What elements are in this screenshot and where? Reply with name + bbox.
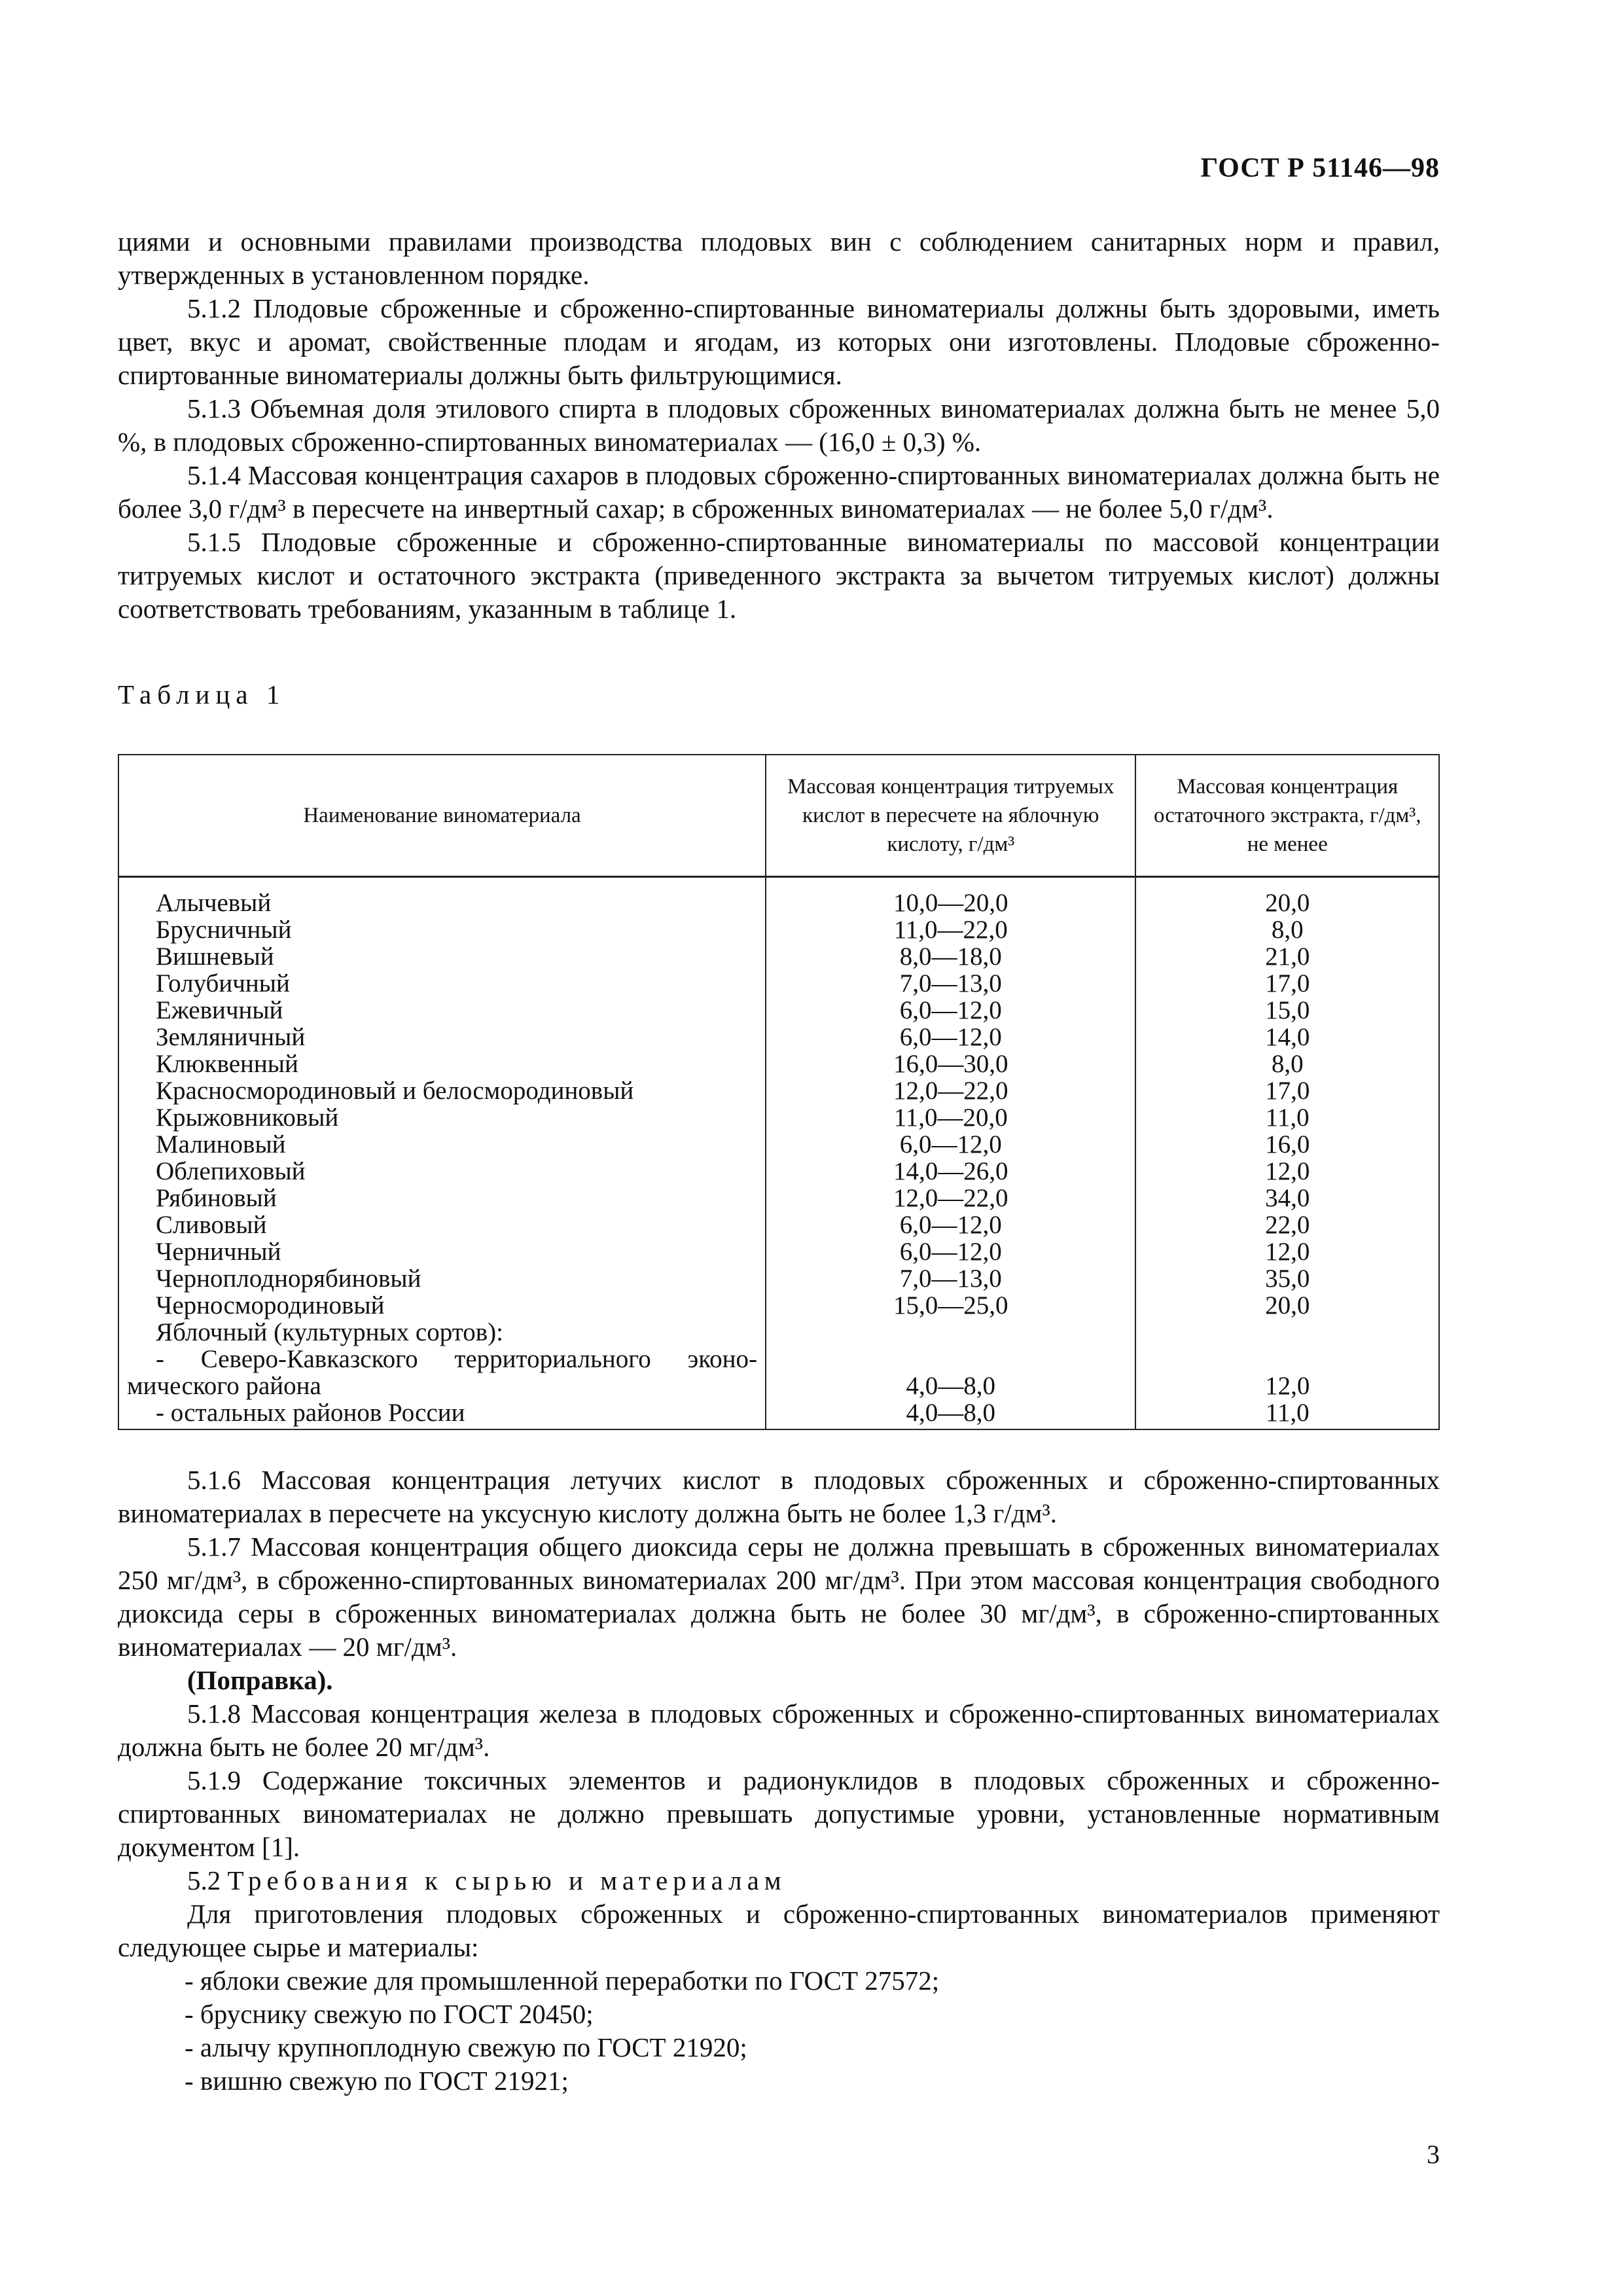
page-number: 3 bbox=[1427, 2140, 1440, 2169]
extract-concentration-cell: 11,0 bbox=[1135, 1104, 1439, 1131]
table-caption: Таблица 1 bbox=[118, 679, 286, 709]
extract-concentration-cell bbox=[1135, 1319, 1439, 1346]
table-row bbox=[118, 1399, 1439, 1429]
material-name-cell: Сливовый bbox=[118, 1211, 766, 1238]
list-item: - алычу крупноплодную свежую по ГОСТ 21920; bbox=[185, 2032, 747, 2062]
extract-concentration-cell: 14,0 bbox=[1135, 1024, 1439, 1050]
materials-list bbox=[118, 1964, 1440, 2098]
table-row bbox=[118, 1185, 1439, 1211]
extract-concentration-cell: 16,0 bbox=[1135, 1131, 1439, 1158]
extract-concentration-cell: 12,0 bbox=[1135, 1158, 1439, 1185]
paragraph-continuation: циями и основными правилами производства плодовых вин с соблюдением санитарных норм и правил, утвержденных в установленном порядке. bbox=[118, 226, 1440, 290]
column-header-acid: Массовая концентрация титруемых кислот в пересчете на яблочную кислоту, г/дм³ bbox=[766, 755, 1135, 876]
acid-concentration-cell: 16,0—30,0 bbox=[766, 1050, 1135, 1077]
acid-concentration-cell: 11,0—20,0 bbox=[766, 1104, 1135, 1131]
acid-concentration-cell: 8,0—18,0 bbox=[766, 943, 1135, 970]
paragraph-5-1-2: 5.1.2 Плодовые сброженные и сброженно-спиртованные виноматериалы должны быть здоровыми, иметь цвет, вкус и аромат, свойственные плодам и ягодам, из которых они изготовлены. Плодовые сброженно-спиртованные виноматериалы должны быть фильтрующимися. bbox=[118, 293, 1440, 390]
table-row bbox=[118, 970, 1439, 997]
acid-concentration-cell: 6,0—12,0 bbox=[766, 1131, 1135, 1158]
paragraph-5-1-9: 5.1.9 Содержание токсичных элементов и радионуклидов в плодовых сброженных и сброженно-спиртованных виноматериалах не должно превышать допустимые уровни, установленные нормативным документом [1]. bbox=[118, 1765, 1440, 1862]
acid-concentration-cell: 11,0—22,0 bbox=[766, 916, 1135, 943]
acid-concentration-cell: 12,0—22,0 bbox=[766, 1077, 1135, 1104]
list-item: - вишню свежую по ГОСТ 21921; bbox=[185, 2066, 569, 2096]
material-name-cell: Крыжовниковый bbox=[118, 1104, 766, 1131]
extract-concentration-cell: 22,0 bbox=[1135, 1211, 1439, 1238]
acid-concentration-cell: 7,0—13,0 bbox=[766, 1265, 1135, 1292]
table-row bbox=[118, 1131, 1439, 1158]
table-row bbox=[118, 1372, 1439, 1399]
table-body bbox=[118, 876, 1439, 1429]
table-row bbox=[118, 1211, 1439, 1238]
section-title: Требования к сырью и материалам bbox=[227, 1865, 787, 1895]
table-row bbox=[118, 1077, 1439, 1104]
extract-concentration-cell: 12,0 bbox=[1135, 1372, 1439, 1399]
amendment-note: (Поправка). bbox=[187, 1665, 333, 1695]
extract-concentration-cell: 21,0 bbox=[1135, 943, 1439, 970]
table-row bbox=[118, 1292, 1439, 1319]
extract-concentration-cell: 15,0 bbox=[1135, 997, 1439, 1024]
table-header-row bbox=[118, 755, 1439, 876]
acid-concentration-cell: 6,0—12,0 bbox=[766, 1024, 1135, 1050]
material-name-cell: Облепиховый bbox=[118, 1158, 766, 1185]
material-name-cell: Алычевый bbox=[118, 876, 766, 916]
material-name-cell: Ежевичный bbox=[118, 997, 766, 1024]
extract-concentration-cell: 35,0 bbox=[1135, 1265, 1439, 1292]
extract-concentration-cell bbox=[1135, 1346, 1439, 1372]
paragraph-5-1-3: 5.1.3 Объемная доля этилового спирта в плодовых сброженных виноматериалах должна быть не менее 5,0 %, в плодовых сброженно-спиртованных виноматериалах — (16,0 ± 0,3) %. bbox=[118, 393, 1440, 457]
table-row bbox=[118, 1158, 1439, 1185]
section-number: 5.2 bbox=[187, 1865, 221, 1895]
list-item: - бруснику свежую по ГОСТ 20450; bbox=[185, 1999, 594, 2029]
table-row bbox=[118, 997, 1439, 1024]
list-item: - яблоки свежие для промышленной переработки по ГОСТ 27572; bbox=[185, 1965, 940, 1996]
material-name-cell: Черничный bbox=[118, 1238, 766, 1265]
acid-concentration-cell: 6,0—12,0 bbox=[766, 1211, 1135, 1238]
extract-concentration-cell: 8,0 bbox=[1135, 1050, 1439, 1077]
table-row bbox=[118, 1024, 1439, 1050]
material-name-cell: Брусничный bbox=[118, 916, 766, 943]
material-name-cell: Рябиновый bbox=[118, 1185, 766, 1211]
table-row bbox=[118, 1346, 1439, 1372]
table-row bbox=[118, 876, 1439, 916]
material-name-cell: Яблочный (культурных сортов): bbox=[118, 1319, 766, 1346]
table-row bbox=[118, 916, 1439, 943]
intro-section bbox=[118, 225, 1440, 626]
paragraph-5-1-4: 5.1.4 Массовая концентрация сахаров в плодовых сброженно-спиртованных виноматериалах должна быть не более 3,0 г/дм³ в пересчете на инвертный сахар; в сброженных виноматериалах — не более 5,0 г/дм³. bbox=[118, 460, 1440, 524]
paragraph-5-1-5: 5.1.5 Плодовые сброженные и сброженно-спиртованные виноматериалы по массовой концентрации титруемых кислот и остаточного экстракта (приведенного экстракта за вычетом титруемых кислот) должны соответствовать требованиям, указанным в таблице 1. bbox=[118, 527, 1440, 624]
extract-concentration-cell: 17,0 bbox=[1135, 1077, 1439, 1104]
acid-concentration-cell bbox=[766, 1319, 1135, 1346]
material-name-cell: Голубичный bbox=[118, 970, 766, 997]
extract-concentration-cell: 11,0 bbox=[1135, 1399, 1439, 1429]
column-header-name: Наименование виноматериала bbox=[118, 755, 766, 876]
acid-concentration-cell bbox=[766, 1346, 1135, 1372]
extract-concentration-cell: 17,0 bbox=[1135, 970, 1439, 997]
acid-concentration-cell: 12,0—22,0 bbox=[766, 1185, 1135, 1211]
extract-concentration-cell: 34,0 bbox=[1135, 1185, 1439, 1211]
table-row bbox=[118, 1319, 1439, 1346]
acid-concentration-cell: 6,0—12,0 bbox=[766, 997, 1135, 1024]
table-row bbox=[118, 943, 1439, 970]
extract-concentration-cell: 20,0 bbox=[1135, 1292, 1439, 1319]
material-name-cell: Черноплоднорябиновый bbox=[118, 1265, 766, 1292]
extract-concentration-cell: 20,0 bbox=[1135, 876, 1439, 916]
extract-concentration-cell: 12,0 bbox=[1135, 1238, 1439, 1265]
column-header-extract: Массовая концентрация остаточного экстракта, г/дм³, не менее bbox=[1135, 755, 1439, 876]
acid-concentration-cell: 4,0—8,0 bbox=[766, 1372, 1135, 1399]
material-name-cell: - остальных районов России bbox=[118, 1399, 766, 1429]
acid-concentration-cell: 10,0—20,0 bbox=[766, 876, 1135, 916]
paragraph-5-1-6: 5.1.6 Массовая концентрация летучих кислот в плодовых сброженных и сброженно-спиртованных виноматериалах в пересчете на уксусную кислоту должна быть не более 1,3 г/дм³. bbox=[118, 1465, 1440, 1528]
paragraph-5-1-8: 5.1.8 Массовая концентрация железа в плодовых сброженных и сброженно-спиртованных виноматериалах должна быть не более 20 мг/дм³. bbox=[118, 1698, 1440, 1762]
wine-material-table bbox=[118, 754, 1440, 1430]
table-row bbox=[118, 1238, 1439, 1265]
materials-lead: Для приготовления плодовых сброженных и сброженно-спиртованных виноматериалов применяют следующее сырье и материалы: bbox=[118, 1899, 1440, 1962]
acid-concentration-cell: 4,0—8,0 bbox=[766, 1399, 1135, 1429]
document-page bbox=[118, 0, 1440, 2296]
material-name-cell: Красносмородиновый и белосмородиновый bbox=[118, 1077, 766, 1104]
material-name-cell: - Северо-Кавказского территориального эконо- bbox=[118, 1346, 766, 1372]
acid-concentration-cell: 14,0—26,0 bbox=[766, 1158, 1135, 1185]
material-name-cell: Вишневый bbox=[118, 943, 766, 970]
extract-concentration-cell: 8,0 bbox=[1135, 916, 1439, 943]
material-name-cell: Черносмородиновый bbox=[118, 1292, 766, 1319]
document-header: ГОСТ Р 51146—98 bbox=[1200, 153, 1440, 183]
acid-concentration-cell: 6,0—12,0 bbox=[766, 1238, 1135, 1265]
section-heading-5-2 bbox=[118, 1864, 1440, 1897]
table-row bbox=[118, 1050, 1439, 1077]
material-name-cell: мического района bbox=[118, 1372, 766, 1399]
material-name-cell: Малиновый bbox=[118, 1131, 766, 1158]
material-name-cell: Клюквенный bbox=[118, 1050, 766, 1077]
paragraph-5-1-7: 5.1.7 Массовая концентрация общего диоксида серы не должна превышать в сброженных виноматериалах 250 мг/дм³, в сброженно-спиртованных виноматериалах 200 мг/дм³. При этом массовая концентрация свободного диоксида серы в сброженных виноматериалах должна быть не более 30 мг/дм³, в сброженно-спиртованных виноматериалах — 20 мг/дм³. bbox=[118, 1532, 1440, 1662]
requirements-section bbox=[118, 1463, 1440, 2098]
table-row bbox=[118, 1265, 1439, 1292]
material-name-cell: Земляничный bbox=[118, 1024, 766, 1050]
acid-concentration-cell: 7,0—13,0 bbox=[766, 970, 1135, 997]
table-row bbox=[118, 1104, 1439, 1131]
acid-concentration-cell: 15,0—25,0 bbox=[766, 1292, 1135, 1319]
